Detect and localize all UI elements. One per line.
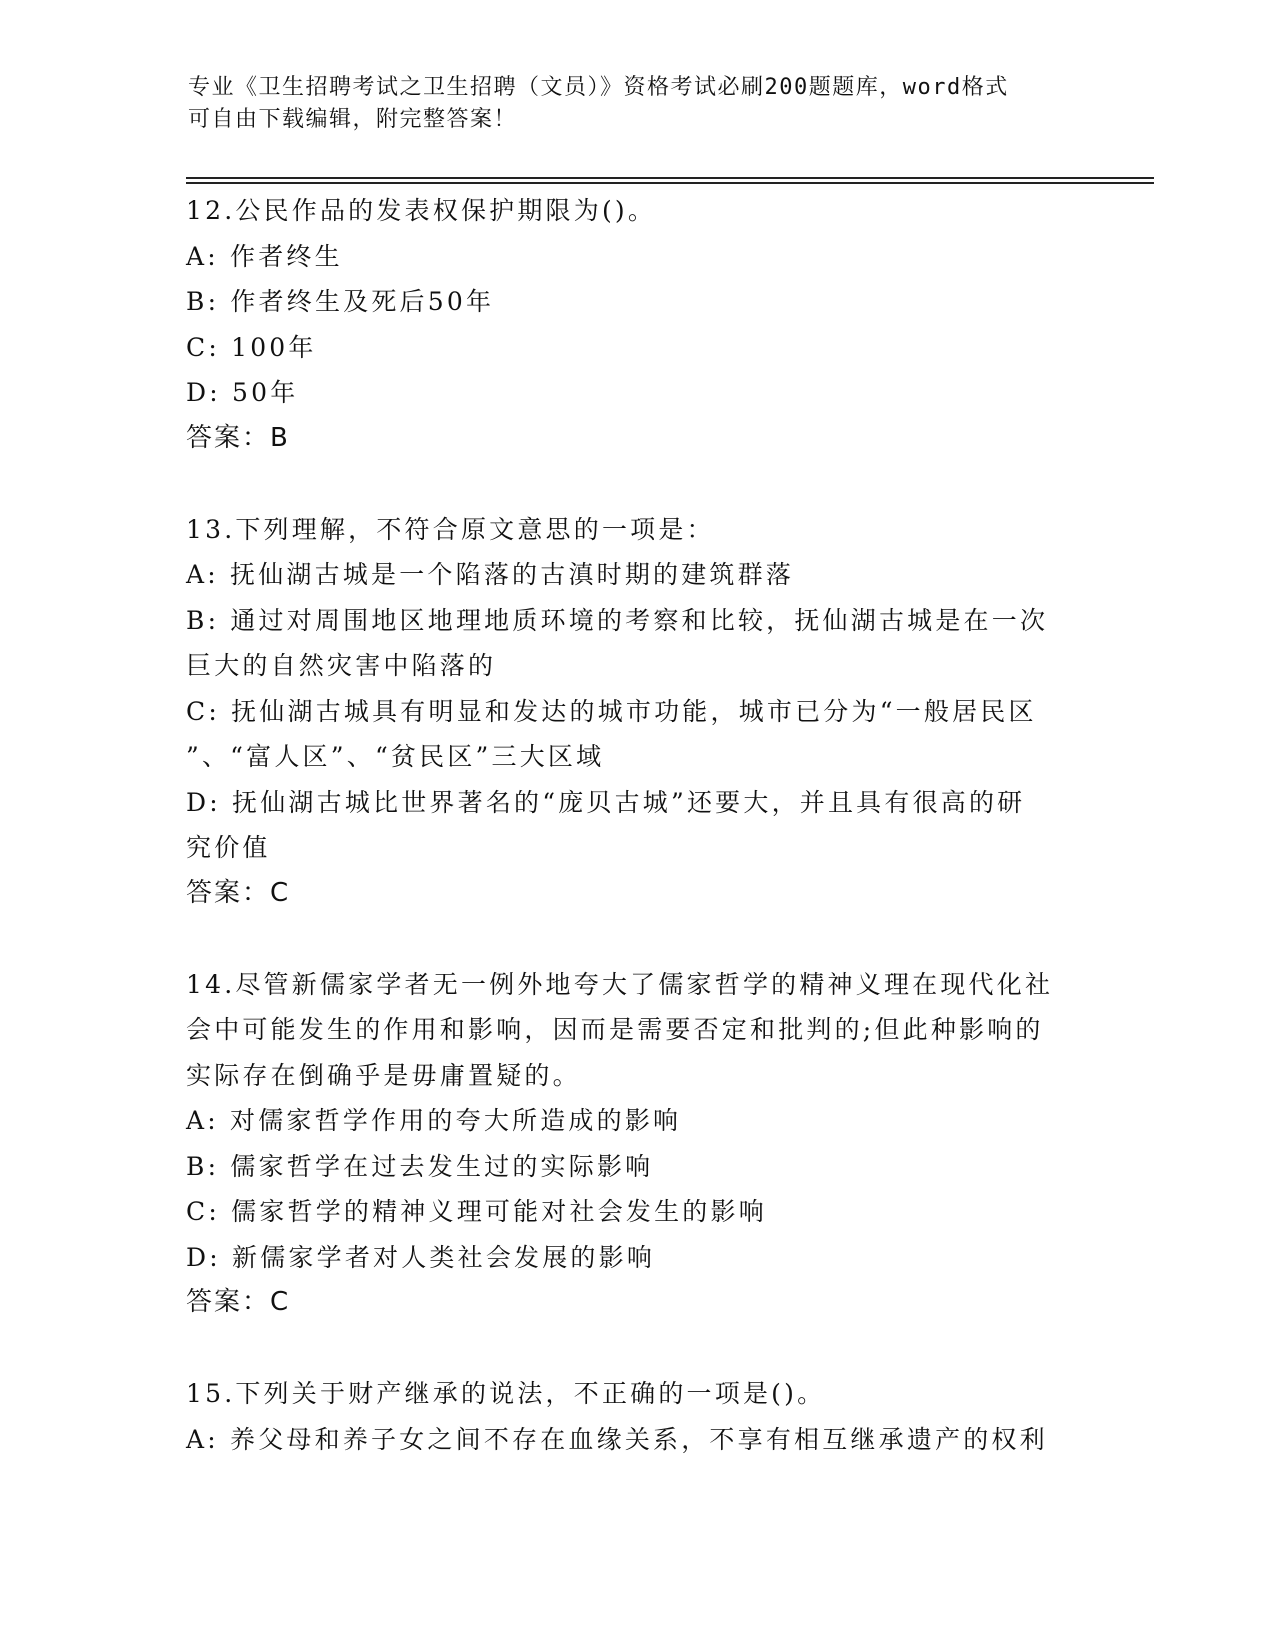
question-15 bbox=[186, 1371, 1086, 1462]
question-12 bbox=[186, 188, 1086, 461]
header-title-line-2: 可自由下载编辑，附完整答案！ bbox=[188, 107, 518, 132]
option-c: C: 儒家哲学的精神义理可能对社会发生的影响 bbox=[186, 1197, 767, 1226]
question-stem: 12.公民作品的发表权保护期限为()。 bbox=[186, 196, 657, 225]
option-d: D: 抚仙湖古城比世界著名的“庞贝古城”还要大，并且具有很高的研 bbox=[186, 787, 1026, 817]
question-stem: 13.下列理解，不符合原文意思的一项是： bbox=[186, 514, 715, 544]
header-divider-bottom bbox=[186, 182, 1154, 184]
question-13 bbox=[186, 507, 1086, 917]
option-b: B: 儒家哲学在过去发生过的实际影响 bbox=[186, 1151, 654, 1181]
option-a: A: 作者终生 bbox=[186, 241, 343, 271]
option-a: A: 抚仙湖古城是一个陷落的古滇时期的建筑群落 bbox=[186, 560, 795, 589]
option-b-continued: 巨大的自然灾害中陷落的 bbox=[186, 651, 497, 680]
option-c-continued: ”、“富人区”、“贫民区”三大区域 bbox=[186, 742, 605, 771]
header-divider-top bbox=[186, 177, 1154, 179]
question-list bbox=[186, 188, 1086, 1508]
header-title-line-1: 专业《卫生招聘考试之卫生招聘（文员）》资格考试必刷200题题库，word格式 bbox=[188, 75, 1009, 100]
option-b: B: 作者终生及死后50年 bbox=[186, 287, 495, 316]
option-c: C: 100年 bbox=[186, 332, 317, 362]
answer-label: 答案：C bbox=[186, 1287, 291, 1317]
option-d: D: 新儒家学者对人类社会发展的影响 bbox=[186, 1242, 656, 1272]
option-d: D: 50年 bbox=[186, 378, 299, 407]
answer-label: 答案：B bbox=[186, 422, 290, 453]
question-stem-continued: 实际存在倒确乎是毋庸置疑的。 bbox=[186, 1060, 581, 1090]
option-d-continued: 究价值 bbox=[186, 833, 271, 862]
option-a: A: 养父母和养子女之间不存在血缘关系，不享有相互继承遗产的权利 bbox=[186, 1424, 1048, 1454]
question-stem-continued: 会中可能发生的作用和影响，因而是需要否定和批判的;但此种影响的 bbox=[186, 1015, 1044, 1044]
question-14 bbox=[186, 962, 1086, 1326]
question-stem: 15.下列关于财产继承的说法，不正确的一项是()。 bbox=[186, 1379, 826, 1408]
option-a: A: 对儒家哲学作用的夸大所造成的影响 bbox=[186, 1106, 682, 1135]
option-b: B: 通过对周围地区地理地质环境的考察和比较，抚仙湖古城是在一次 bbox=[186, 605, 1049, 635]
answer-label: 答案：C bbox=[186, 877, 291, 908]
option-c: C: 抚仙湖古城具有明显和发达的城市功能，城市已分为“一般居民区 bbox=[186, 696, 1037, 726]
question-stem: 14.尽管新儒家学者无一例外地夸大了儒家哲学的精神义理在现代化社 bbox=[186, 969, 1054, 999]
document-header bbox=[188, 72, 1068, 136]
